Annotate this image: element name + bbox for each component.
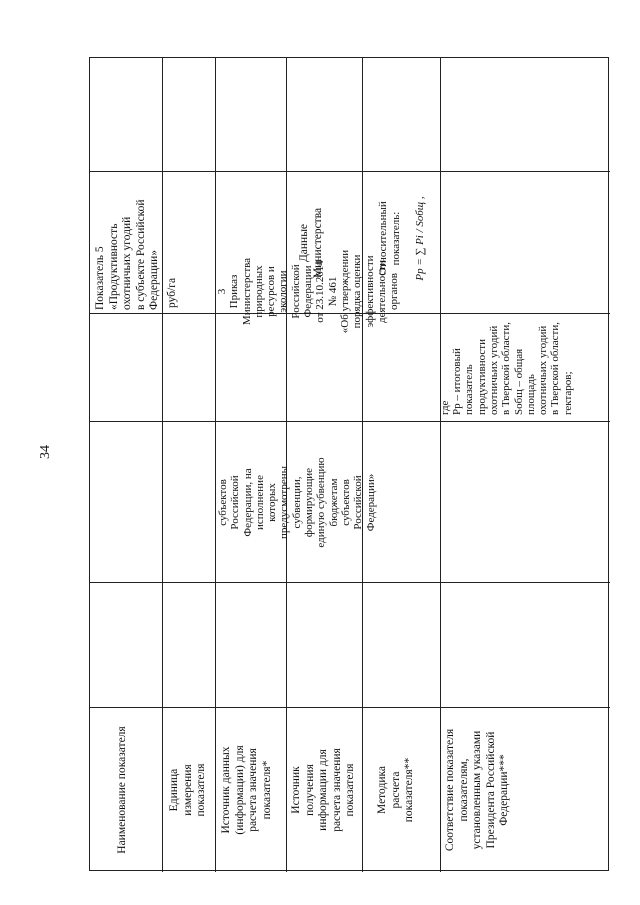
rotated-table-canvas [90,58,610,872]
row2-info-source: Данные Министерства [298,207,324,279]
column-divider [90,582,610,583]
row2-unit: руб/га [166,277,178,308]
header-compliance: Соответствие показателя показателям, установленным указами Президента Российской Федерации*** [444,728,510,852]
indicator-table [89,57,609,871]
header-unit: Единица измерения показателя [168,763,207,817]
row2-data-source: 3 Приказ Министерства природных ресурсов и экологии Российской Федерации от 23.10.2014 № 461 «Об утверждении порядка оценки эффективности деятельности органов [216,249,401,334]
column-divider [90,421,610,422]
page-number: 34 [38,445,53,459]
header-indicator-name: Наименование показателя [116,726,128,854]
header-method: Методика расчета показателя** [376,757,415,823]
method-formula: Pр = ∑ Pi / Sобщ , [414,196,427,281]
row1-data-source: субъектов Российской Федерации, на исполнение которых предусмотрены субвенции, формирующие единую субвенцию бюджетам субъектов Российской Федерации» [217,457,377,548]
header-info-source: Источник получения информации для расчета значения показателя [290,748,356,832]
row2-indicator-name: Показатель 5 «Продуктивность охотничьих угодий в субъекте Российской Федерации» [94,199,160,310]
row2-method [362,58,574,419]
method-explanation: где Pр – итоговый показатель продуктивности охотничьих угодий в Тверской области, Sобщ – общая площадь охотничьих угодий в Тверской области, гектаров; [438,322,574,415]
method-intro: Относительный показатель: [377,201,402,276]
header-data-source: Источник данных (информации) для расчета значения показателя* [220,745,273,835]
